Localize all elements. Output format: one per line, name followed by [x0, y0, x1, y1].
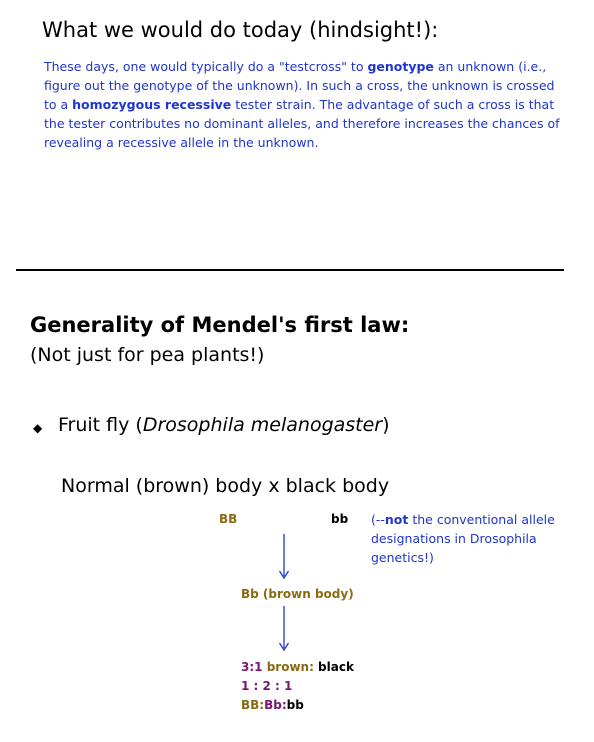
- para-text-2: an unknown (i.e., figure out the genotype of the unknown). In such a cross, the unknown is crossed to a: [44, 59, 555, 112]
- cross-description: Normal (brown) body x black body: [61, 475, 390, 497]
- geno-BB: BB:: [241, 698, 265, 712]
- ratio-brown-label: brown:: [266, 660, 314, 674]
- section-title-mendel: Generality of Mendel's first law:: [30, 313, 410, 337]
- down-arrow-icon: [276, 534, 292, 582]
- fly-species: Drosophila melanogaster: [142, 414, 383, 436]
- ratio-3-1: 3:1: [241, 660, 267, 674]
- allele-note: [371, 510, 571, 567]
- down-arrow-icon: [276, 606, 292, 654]
- diamond-bullet-icon: ◆: [33, 421, 43, 435]
- f1-genotype: Bb (brown body): [241, 587, 354, 601]
- genotype-ratio-numbers: 1 : 2 : 1: [241, 679, 293, 693]
- para-text-3: tester strain. The advantage of such a cross is that the tester contributes no dominant alleles, and therefore increases the chances of revealing a recessive allele in the unknown.: [44, 97, 560, 150]
- phenotype-ratio: [241, 660, 354, 674]
- para-text-1: These days, one would typically do a "testcross" to: [44, 59, 368, 74]
- ratio-black-label: black: [313, 660, 354, 674]
- section-divider: [16, 269, 564, 271]
- fly-prefix: Fruit fly (: [58, 414, 143, 436]
- genotype-ratio-labels: [241, 698, 304, 712]
- testcross-paragraph: [44, 57, 564, 152]
- fly-suffix: ): [382, 414, 390, 436]
- geno-Bb: Bb:: [264, 698, 287, 712]
- note-bold-not: not: [384, 512, 409, 527]
- parent-brown-genotype: BB: [219, 512, 238, 526]
- note-prefix: (--: [371, 512, 385, 527]
- fruit-fly-item: [58, 414, 390, 436]
- section-subtitle: (Not just for pea plants!): [30, 344, 265, 366]
- parent-black-genotype: bb: [331, 512, 349, 526]
- geno-bb: bb: [286, 698, 304, 712]
- para-bold-genotype: genotype: [367, 59, 434, 74]
- para-bold-homozygous-recessive: homozygous recessive: [72, 97, 232, 112]
- note-rest: the conventional allele designations in Drosophila genetics!): [371, 512, 555, 565]
- section-title-hindsight: What we would do today (hindsight!):: [42, 18, 439, 42]
